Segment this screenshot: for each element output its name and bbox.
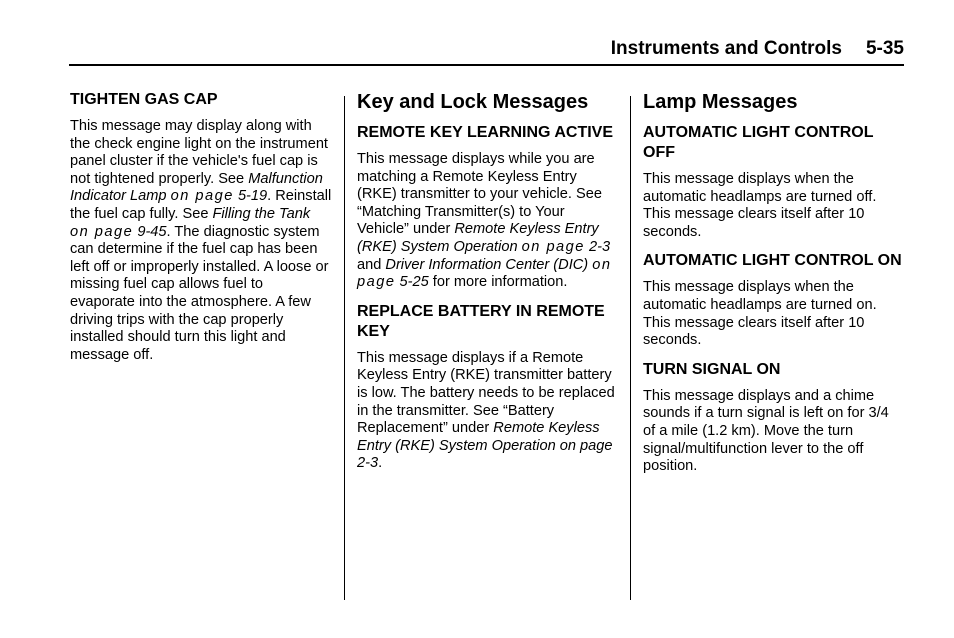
replace-battery-heading: REPLACE BATTERY IN REMOTE KEY bbox=[357, 302, 605, 340]
xref-title: Remote Keyless Entry (RKE) System Operation bbox=[357, 221, 599, 255]
header-rule bbox=[69, 64, 904, 66]
body-text: This message displays while you are matching a Remote Keyless Entry (RKE) transmitter to your vehicle. See “Matching Transmitter(s) to Your Vehicle” under bbox=[357, 151, 602, 238]
xref-on-page: on page bbox=[70, 223, 134, 240]
xref-on-page: on page bbox=[357, 256, 612, 291]
body-text: . bbox=[378, 455, 383, 472]
lamp-messages-title: Lamp Messages bbox=[643, 91, 798, 113]
column-1 bbox=[70, 88, 332, 374]
auto-light-off-heading: AUTOMATIC LIGHT CONTROL OFF bbox=[643, 124, 874, 161]
xref-page: 9-45 bbox=[137, 223, 167, 240]
turn-signal-on-body: This message displays and a chime sounds if a turn signal is left on for 3/4 of a mile (1.2 km). Move the turn signal/multifunction lever to the off position. bbox=[643, 387, 889, 475]
xref-title: Filling the Tank bbox=[212, 205, 311, 222]
turn-signal-on-heading: TURN SIGNAL ON bbox=[643, 360, 781, 378]
auto-light-on-body: This message displays when the automatic headlamps are turned on. This message clears itself after 10 seconds. bbox=[643, 279, 877, 349]
xref-page: 5-19 bbox=[237, 188, 268, 205]
auto-light-off-body: This message displays when the automatic headlamps are turned off. This message clears itself after 10 seconds. bbox=[643, 171, 877, 240]
remote-key-learning-body bbox=[357, 151, 619, 292]
auto-light-on-heading: AUTOMATIC LIGHT CONTROL ON bbox=[643, 252, 902, 270]
page-header bbox=[560, 38, 904, 60]
body-text: for more information. bbox=[428, 274, 568, 291]
xref-page: 5-25 bbox=[399, 274, 429, 291]
section-title: Instruments and Controls bbox=[610, 38, 842, 59]
xref-page: 2-3 bbox=[588, 238, 611, 255]
column-divider-1 bbox=[344, 96, 345, 600]
column-divider-2 bbox=[630, 96, 631, 600]
xref-on-page: on page bbox=[170, 188, 234, 205]
xref-on-page: on page bbox=[521, 238, 585, 255]
xref-rke-system-operation: Remote Keyless Entry (RKE) System Operation on page 2-3 bbox=[357, 420, 613, 472]
body-text: This message may display along with the check engine light on the instrument panel cluster if the vehicle's fuel cap is not tightened properly. See bbox=[70, 118, 328, 187]
body-text: This message displays if a Remote Keyless Entry (RKE) transmitter battery is low. The battery needs to be replaced in the transmitter. See “Battery Replacement” under bbox=[357, 349, 615, 437]
column-2 bbox=[357, 88, 619, 483]
body-text: and bbox=[357, 256, 386, 273]
body-text: . Reinstall the fuel cap fully. See bbox=[70, 188, 332, 222]
tighten-gas-cap-body bbox=[70, 118, 332, 364]
xref-title: Driver Information Center (DIC) bbox=[385, 256, 589, 273]
replace-battery-body bbox=[357, 350, 619, 473]
page-number: 5-35 bbox=[865, 38, 904, 59]
tighten-gas-cap-heading: TIGHTEN GAS CAP bbox=[70, 91, 218, 108]
remote-key-learning-heading: REMOTE KEY LEARNING ACTIVE bbox=[357, 124, 614, 141]
key-and-lock-messages-title: Key and Lock Messages bbox=[357, 91, 589, 113]
column-3 bbox=[643, 88, 905, 486]
body-text: . The diagnostic system can determine if the fuel cap has been left off or improperly installed. A loose or missing fuel cap allows fuel to evaporate into the atmosphere. A few driving trips with the cap properly installed should turn this light and message off. bbox=[70, 223, 329, 363]
xref-title: Malfunction Indicator Lamp bbox=[70, 170, 323, 205]
